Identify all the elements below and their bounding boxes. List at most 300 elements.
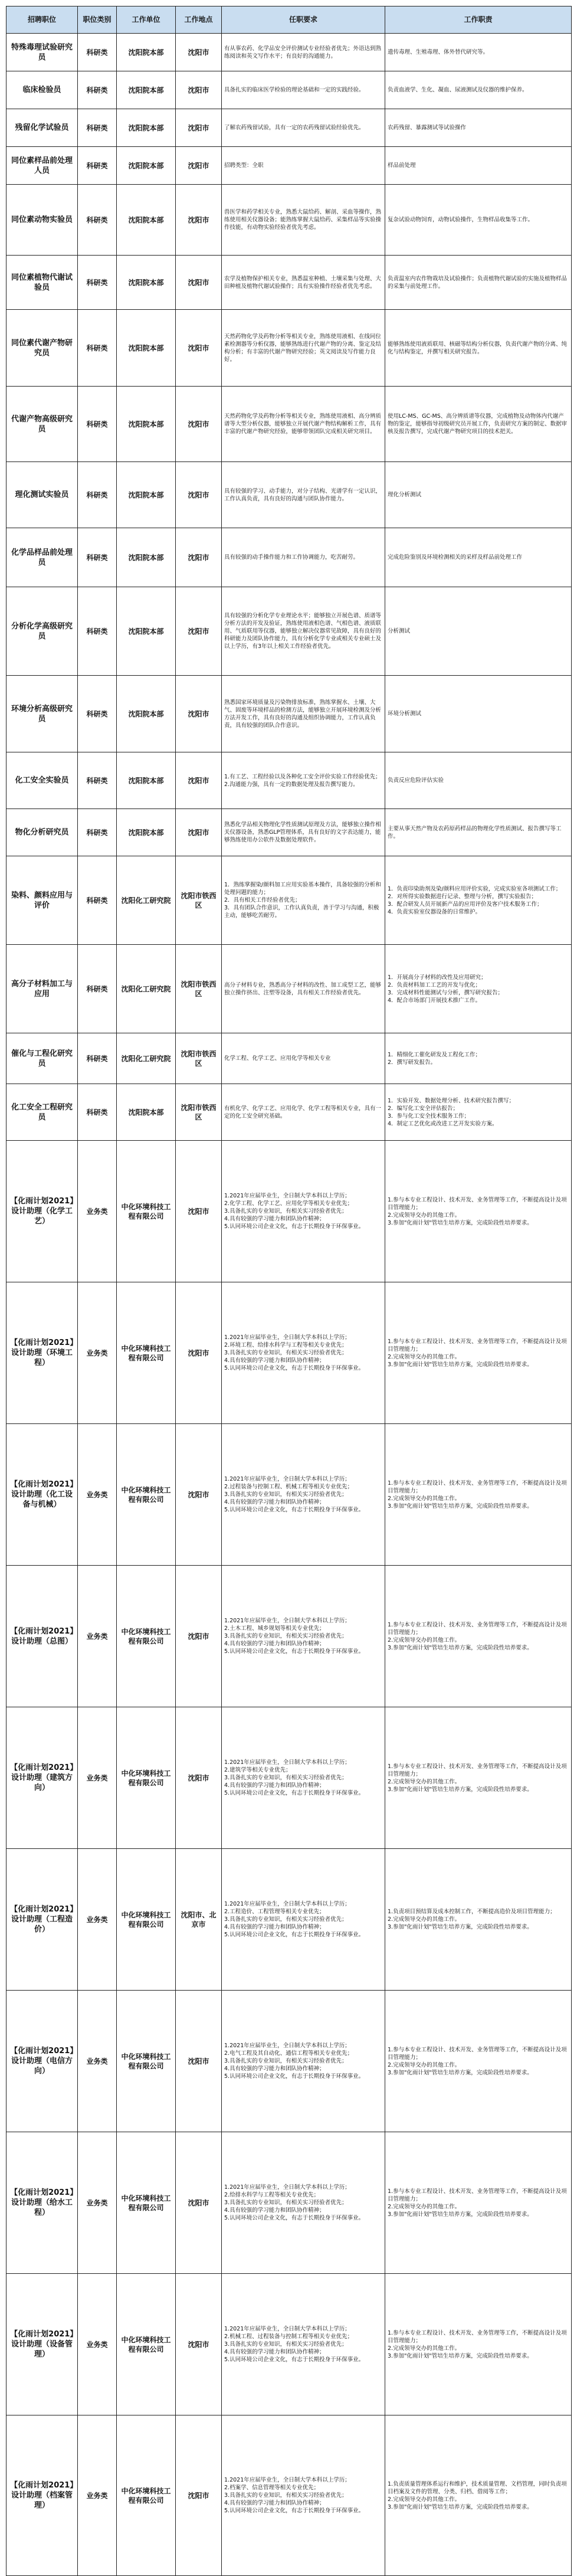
location-cell: 沈阳市 bbox=[176, 2132, 222, 2274]
requirement-line: 具有较强的动手操作能力和工作协调能力，吃苦耐劳。 bbox=[224, 554, 359, 561]
duty-line: 环境分析测试 bbox=[388, 711, 422, 717]
category-cell: 科研类 bbox=[78, 256, 117, 310]
requirements-cell bbox=[222, 1424, 385, 1566]
category-cell: 业务类 bbox=[78, 1849, 117, 1991]
duty-line: 2.完成领导交办的其他工作。 bbox=[388, 1495, 461, 1502]
duties-cell bbox=[385, 856, 572, 945]
requirements-cell bbox=[222, 34, 385, 71]
position-cell: 【化雨计划2021】设计助理（建筑方向） bbox=[6, 1707, 78, 1849]
requirement-line: 4.具有较强的学习能力和团队协作精神； bbox=[224, 1499, 325, 1505]
duty-line: 3.参加"化雨计划"管培生培养方案，完成阶段性培养要求。 bbox=[388, 1361, 533, 1368]
duties-cell bbox=[385, 109, 572, 147]
category-cell: 业务类 bbox=[78, 1566, 117, 1707]
table-row bbox=[6, 809, 572, 856]
requirements-cell bbox=[222, 752, 385, 809]
category-cell: 科研类 bbox=[78, 387, 117, 462]
table-row bbox=[6, 587, 572, 676]
unit-cell: 中化环境科技工程有限公司 bbox=[117, 2415, 176, 2576]
position-cell: 【化雨计划2021】设计助理（环境工程） bbox=[6, 1282, 78, 1424]
duties-cell bbox=[385, 528, 572, 587]
requirement-line: 3.具备扎实的专业知识，有相关实习经验者优先； bbox=[224, 1775, 347, 1781]
header-category: 职位类别 bbox=[78, 6, 117, 34]
requirement-line: 2.土木工程、城乡规划等相关专业优先； bbox=[224, 1625, 325, 1632]
requirement-line: 4.具有较强的学习能力和团队协作精神； bbox=[224, 1641, 325, 1647]
position-cell: 化工安全工程研究员 bbox=[6, 1084, 78, 1141]
unit-cell: 沈阳院本部 bbox=[117, 587, 176, 676]
requirement-line: 熟悉化学品相关物理化学性质测试原理及方法，能够独立操作相关仪器设备，熟悉GLP管理体系，具有良好的文字表达能力，能够熟练使用办公软件及数据处理软件。 bbox=[224, 821, 382, 843]
duty-line: 4．负责实验室仪器设备的日常维护。 bbox=[388, 908, 481, 915]
unit-cell: 沈阳院本部 bbox=[117, 676, 176, 752]
requirements-cell bbox=[222, 809, 385, 856]
category-cell: 科研类 bbox=[78, 809, 117, 856]
requirement-line: 天然药物化学及药物分析等相关专业，熟练使用液相、高分辨质谱等大型分析仪器，能够独立开展代谢产物结构解析工作，具有丰富的代谢产物研究经验，能够带领团队完成相关研究项目。 bbox=[224, 413, 382, 435]
duty-line: 1.参与本专业工程设计、技术开发、业务管理等工作，不断提高设计及项目管理能力； bbox=[388, 2188, 567, 2202]
duty-line: 2．对所得实验数据进行记录、整理与分析，撰写实验报告； bbox=[388, 893, 537, 900]
unit-cell: 沈阳院本部 bbox=[117, 752, 176, 809]
position-cell: 【化雨计划2021】设计助理（设备管理） bbox=[6, 2274, 78, 2415]
duty-line: 完成危险鉴别及环境检测相关的采样及样品前处理工作 bbox=[388, 554, 523, 561]
category-cell: 业务类 bbox=[78, 1424, 117, 1566]
table-row bbox=[6, 1991, 572, 2132]
position-cell: 特殊毒理试验研究员 bbox=[6, 34, 78, 71]
requirement-line: 化学工程、化学工艺、应用化学等相关专业 bbox=[224, 1055, 331, 1062]
requirements-cell bbox=[222, 528, 385, 587]
position-cell: 催化与工程化研究员 bbox=[6, 1033, 78, 1084]
duty-line: 复杂试验动物饲育，动物试验操作，生物样品收集等工作。 bbox=[388, 217, 534, 223]
duty-line: 遗传毒理、生殖毒理、体外替代研究等。 bbox=[388, 49, 489, 55]
requirements-cell bbox=[222, 310, 385, 387]
position-cell: 同位素动物实验员 bbox=[6, 185, 78, 256]
category-cell: 业务类 bbox=[78, 1707, 117, 1849]
requirements-cell bbox=[222, 2274, 385, 2415]
unit-cell: 沈阳院本部 bbox=[117, 528, 176, 587]
duty-line: 1．实验开发、数据处理分析、技术研究报告撰写； bbox=[388, 1097, 515, 1104]
duties-cell bbox=[385, 185, 572, 256]
position-cell: 代谢产物高级研究员 bbox=[6, 387, 78, 462]
requirement-line: 1.2021年应届毕业生，全日制大学本科以上学历； bbox=[224, 1618, 350, 1624]
duty-line: 2.完成领导交办的其他工作。 bbox=[388, 1778, 461, 1785]
requirement-line: 兽医学和药学相关专业，熟悉大鼠给药、解剖、采血等操作，熟练使用相关仪器设备；能熟练掌握大鼠给药、采集样品等实验操作技能，有动物实验经验者优先考虑。 bbox=[224, 209, 382, 231]
requirements-cell bbox=[222, 71, 385, 109]
category-cell: 科研类 bbox=[78, 945, 117, 1033]
requirement-line: 2.建筑学等相关专业优先； bbox=[224, 1767, 291, 1773]
location-cell: 沈阳市 bbox=[176, 809, 222, 856]
requirements-cell bbox=[222, 256, 385, 310]
duty-line: 4．配合市场部门开展技术推广工作。 bbox=[388, 997, 481, 1004]
duty-line: 1．负责印染助剂及染/颜料应用评价实验，完成实验室各项测试工作； bbox=[388, 885, 562, 892]
duty-line: 3．参与化工安全技术服务工作； bbox=[388, 1112, 470, 1120]
requirements-cell bbox=[222, 587, 385, 676]
requirement-line: 1．熟练掌握染/颜料加工应用实验基本操作，具备较强的分析和处理问题的能力； bbox=[224, 882, 381, 896]
duty-line: 2．撰写研发报告。 bbox=[388, 1059, 437, 1066]
position-cell: 化学品样品前处理员 bbox=[6, 528, 78, 587]
duty-line: 能够熟练使用液质联用、核磁等结构分析仪器，负责代谢产物的分离、纯化与结构鉴定，并撰写相关研究报告。 bbox=[388, 341, 568, 355]
unit-cell: 中化环境科技工程有限公司 bbox=[117, 1849, 176, 1991]
location-cell: 沈阳市 bbox=[176, 528, 222, 587]
requirement-line: 4.具有较强的学习能力和团队协作精神； bbox=[224, 2349, 325, 2355]
position-cell: 残留化学试验员 bbox=[6, 109, 78, 147]
duty-line: 3.参加"化雨计划"管培生培养方案，完成阶段性培养要求。 bbox=[388, 1924, 533, 1930]
table-row bbox=[6, 1282, 572, 1424]
duties-cell bbox=[385, 387, 572, 462]
requirement-line: 2.机械工程、过程装备与控制工程等相关专业优先； bbox=[224, 2333, 353, 2340]
unit-cell: 沈阳院本部 bbox=[117, 147, 176, 185]
category-cell: 业务类 bbox=[78, 1141, 117, 1282]
duty-line: 2．负责材料加工工艺的开发与优化； bbox=[388, 981, 481, 988]
duty-line: 3.参加"化雨计划"管培生培养方案，完成阶段性培养要求。 bbox=[388, 1219, 533, 1226]
duty-line: 负责血液学、生化、凝血、尿液测试及仪器的维护保养。 bbox=[388, 87, 528, 93]
duties-cell bbox=[385, 2132, 572, 2274]
unit-cell: 沈阳院本部 bbox=[117, 809, 176, 856]
requirement-line: 5.认同环境公司企业文化，有志于长期投身于环保事业。 bbox=[224, 1507, 365, 1513]
requirements-cell bbox=[222, 856, 385, 945]
location-cell: 沈阳市 bbox=[176, 34, 222, 71]
requirement-line: 2.档案学、信息管理等相关专业优先； bbox=[224, 2485, 320, 2491]
table-row bbox=[6, 185, 572, 256]
duty-line: 1.参与本专业工程设计、技术开发、业务管理等工作，不断提高设计及项目管理能力； bbox=[388, 1338, 567, 1353]
duty-line: 1．精细化工催化研发及工程化工作； bbox=[388, 1051, 481, 1058]
location-cell: 沈阳市 bbox=[176, 752, 222, 809]
table-row bbox=[6, 1707, 572, 1849]
requirement-line: 4.具有较强的学习能力和团队协作精神； bbox=[224, 2500, 325, 2506]
duties-cell bbox=[385, 34, 572, 71]
position-cell: 物化分析研究员 bbox=[6, 809, 78, 856]
duty-line: 4．制定工艺优化或改进工艺开发实验方案。 bbox=[388, 1120, 498, 1127]
table-row bbox=[6, 2415, 572, 2576]
requirement-line: 4.具有较强的学习能力和团队协作精神； bbox=[224, 1357, 325, 1364]
duty-line: 2.完成领导交办的其他工作。 bbox=[388, 1636, 461, 1644]
table-row bbox=[6, 387, 572, 462]
location-cell: 沈阳市 bbox=[176, 462, 222, 528]
duties-cell bbox=[385, 676, 572, 752]
requirement-line: 4.具有较强的学习能力和团队协作精神； bbox=[224, 1782, 325, 1789]
requirement-line: 1.2021年应届毕业生，全日制大学本科以上学历； bbox=[224, 2326, 350, 2332]
unit-cell: 沈阳院本部 bbox=[117, 34, 176, 71]
duty-line: 3.参加"化雨计划"管培生培养方案，完成阶段性培养要求。 bbox=[388, 2352, 533, 2359]
unit-cell: 沈阳院本部 bbox=[117, 462, 176, 528]
table-row bbox=[6, 71, 572, 109]
requirement-line: 4.具有较强的学习能力和团队协作精神； bbox=[224, 1924, 325, 1930]
location-cell: 沈阳市 bbox=[176, 256, 222, 310]
position-cell: 化工安全实验员 bbox=[6, 752, 78, 809]
unit-cell: 沈阳化工研究院 bbox=[117, 1033, 176, 1084]
requirement-line: 1.2021年应届毕业生，全日制大学本科以上学历； bbox=[224, 1334, 350, 1341]
requirements-cell bbox=[222, 185, 385, 256]
unit-cell: 中化环境科技工程有限公司 bbox=[117, 1424, 176, 1566]
table-row bbox=[6, 676, 572, 752]
requirements-cell bbox=[222, 147, 385, 185]
requirements-cell bbox=[222, 1084, 385, 1141]
category-cell: 科研类 bbox=[78, 856, 117, 945]
position-cell: 同位素样品前处理人员 bbox=[6, 147, 78, 185]
location-cell: 沈阳市 bbox=[176, 587, 222, 676]
duties-cell bbox=[385, 462, 572, 528]
duties-cell bbox=[385, 71, 572, 109]
location-cell: 沈阳市 bbox=[176, 1707, 222, 1849]
duty-line: 负责温室内农作物栽培及试验操作；负责植物代谢试验的实施及植物样品的采集与前处理工作。 bbox=[388, 275, 568, 290]
duty-line: 农药残留、暴露测试等试验操作 bbox=[388, 125, 467, 131]
unit-cell: 沈阳院本部 bbox=[117, 310, 176, 387]
requirement-line: 5.认同环境公司企业文化，有志于长期投身于环保事业。 bbox=[224, 2508, 365, 2514]
duties-cell bbox=[385, 2415, 572, 2576]
category-cell: 科研类 bbox=[78, 34, 117, 71]
requirement-line: 天然药物化学及药物分析等相关专业，熟练使用液相、在线同位素检测器等分析仪器，能够熟练进行代谢产物的分离、鉴定及结构分析；有丰富的代谢产物研究经验；英文阅读及写作能力良好。 bbox=[224, 333, 382, 363]
header-duties: 工作职责 bbox=[385, 6, 572, 34]
requirement-line: 2.环境工程、给排水科学与工程等相关专业优先； bbox=[224, 1342, 347, 1348]
duty-line: 3.参加"化雨计划"管培生培养方案，完成阶段性培养要求。 bbox=[388, 2503, 533, 2510]
position-cell: 高分子材料加工与应用 bbox=[6, 945, 78, 1033]
duty-line: 样品前处理 bbox=[388, 162, 416, 169]
duty-line: 1.负责项目预结算及成本控制工作，不断提高造价及项目管理能力； bbox=[388, 1909, 556, 1915]
location-cell: 沈阳市 bbox=[176, 310, 222, 387]
requirements-cell bbox=[222, 945, 385, 1033]
header-row bbox=[6, 6, 572, 34]
duty-line: 负责反应危险评估实验 bbox=[388, 777, 444, 784]
duty-line: 3.参加"化雨计划"管培生培养方案，完成阶段性培养要求。 bbox=[388, 2069, 533, 2076]
duties-cell bbox=[385, 1991, 572, 2132]
requirement-line: 2.化学工程、化学工艺、应用化学等相关专业优先； bbox=[224, 1200, 353, 1207]
requirement-line: 2.电气工程及其自动化、通信工程等相关专业优先； bbox=[224, 2050, 353, 2057]
requirement-line: 5.认同环境公司企业文化，有志于长期投身于环保事业。 bbox=[224, 2215, 365, 2221]
requirement-line: 具有较强的学习、动手能力，对分子结构、光谱学有一定认识，工作认真负责，具有良好的沟通与团队协作能力。 bbox=[224, 487, 382, 502]
duty-line: 1.参与本专业工程设计、技术开发、业务管理等工作，不断提高设计及项目管理能力； bbox=[388, 1196, 567, 1211]
location-cell: 沈阳市 bbox=[176, 1424, 222, 1566]
category-cell: 科研类 bbox=[78, 752, 117, 809]
unit-cell: 中化环境科技工程有限公司 bbox=[117, 1141, 176, 1282]
header-requirements: 任职要求 bbox=[222, 6, 385, 34]
requirement-line: 1.2021年应届毕业生，全日制大学本科以上学历； bbox=[224, 1193, 350, 1199]
location-cell: 沈阳市 bbox=[176, 387, 222, 462]
requirement-line: 3.具备扎实的专业知识，有相关实习经验者优先； bbox=[224, 1208, 347, 1215]
category-cell: 业务类 bbox=[78, 2132, 117, 2274]
table-row bbox=[6, 945, 572, 1033]
requirement-line: 1.2021年应届毕业生，全日制大学本科以上学历； bbox=[224, 2043, 350, 2049]
location-cell: 沈阳市铁西区 bbox=[176, 1084, 222, 1141]
position-cell: 理化测试实验员 bbox=[6, 462, 78, 528]
location-cell: 沈阳市、北京市 bbox=[176, 1849, 222, 1991]
duties-cell bbox=[385, 1424, 572, 1566]
location-cell: 沈阳市 bbox=[176, 1282, 222, 1424]
requirement-line: 2.沟通能力强，具有一定的数据处理及报告撰写能力。 bbox=[224, 781, 359, 788]
requirement-line: 5.认同环境公司企业文化，有志于长期投身于环保事业。 bbox=[224, 1223, 365, 1230]
unit-cell: 中化环境科技工程有限公司 bbox=[117, 1566, 176, 1707]
table-row bbox=[6, 856, 572, 945]
table-row bbox=[6, 310, 572, 387]
position-cell: 【化雨计划2021】设计助理（档案管理） bbox=[6, 2415, 78, 2576]
duty-line: 1.参与本专业工程设计、技术开发、业务管理等工作，不断提高设计及项目管理能力； bbox=[388, 2046, 567, 2061]
category-cell: 科研类 bbox=[78, 1084, 117, 1141]
requirement-line: 1.2021年应届毕业生，全日制大学本科以上学历； bbox=[224, 1476, 350, 1482]
table-row bbox=[6, 34, 572, 71]
requirement-line: 2.工程造价、工程管理等相关专业优先； bbox=[224, 1909, 325, 1915]
unit-cell: 中化环境科技工程有限公司 bbox=[117, 2274, 176, 2415]
requirement-line: 3.具备扎实的专业知识，有相关实习经验者优先； bbox=[224, 2058, 347, 2064]
requirements-cell bbox=[222, 1141, 385, 1282]
unit-cell: 沈阳院本部 bbox=[117, 109, 176, 147]
position-cell: 染料、颜料应用与评价 bbox=[6, 856, 78, 945]
requirements-cell bbox=[222, 109, 385, 147]
requirement-line: 5.认同环境公司企业文化，有志于长期投身于环保事业。 bbox=[224, 1790, 365, 1796]
table-row bbox=[6, 1424, 572, 1566]
location-cell: 沈阳市铁西区 bbox=[176, 1033, 222, 1084]
location-cell: 沈阳市铁西区 bbox=[176, 856, 222, 945]
requirement-line: 3．具有团队合作意识，工作认真负责，善于学习与沟通，积极主动，能够吃苦耐劳。 bbox=[224, 905, 379, 919]
duty-line: 3．完成材料性能测试与分析，撰写研究报告； bbox=[388, 989, 504, 996]
table-body bbox=[6, 34, 572, 2576]
unit-cell: 中化环境科技工程有限公司 bbox=[117, 1991, 176, 2132]
requirement-line: 4.具有较强的学习能力和团队协作精神； bbox=[224, 1216, 325, 1222]
location-cell: 沈阳市 bbox=[176, 2274, 222, 2415]
duty-line: 2.完成领导交办的其他工作。 bbox=[388, 1353, 461, 1360]
duties-cell bbox=[385, 1084, 572, 1141]
location-cell: 沈阳市 bbox=[176, 676, 222, 752]
duty-line: 1.负责质量管理体系运行和维护，技术质量管理、文档管理，同时负责项目档案及文件的管理、分类、归档、借阅等工作； bbox=[388, 2480, 567, 2495]
location-cell: 沈阳市 bbox=[176, 1566, 222, 1707]
requirements-cell bbox=[222, 676, 385, 752]
duties-cell bbox=[385, 256, 572, 310]
duties-cell bbox=[385, 1566, 572, 1707]
category-cell: 科研类 bbox=[78, 185, 117, 256]
requirement-line: 1.有工艺、工程经验以及各种化工安全评价实验工作经验优先； bbox=[224, 773, 381, 780]
requirements-cell bbox=[222, 1566, 385, 1707]
position-cell: 环境分析高级研究员 bbox=[6, 676, 78, 752]
category-cell: 业务类 bbox=[78, 2415, 117, 2576]
duty-line: 理化分析测试 bbox=[388, 492, 422, 498]
requirement-line: 1.2021年应届毕业生，全日制大学本科以上学历； bbox=[224, 2477, 350, 2483]
requirements-cell bbox=[222, 1033, 385, 1084]
requirements-cell bbox=[222, 2415, 385, 2576]
duty-line: 1．开展高分子材料的改性及应用研究； bbox=[388, 974, 487, 981]
table-row bbox=[6, 1566, 572, 1707]
requirements-cell bbox=[222, 1991, 385, 2132]
requirement-line: 4.具有较强的学习能力和团队协作精神； bbox=[224, 2066, 325, 2072]
category-cell: 科研类 bbox=[78, 1033, 117, 1084]
duty-line: 2．编写化工安全评估报告； bbox=[388, 1105, 459, 1112]
category-cell: 科研类 bbox=[78, 71, 117, 109]
position-cell: 【化雨计划2021】设计助理（总图） bbox=[6, 1566, 78, 1707]
duties-cell bbox=[385, 2274, 572, 2415]
requirements-cell bbox=[222, 462, 385, 528]
category-cell: 科研类 bbox=[78, 462, 117, 528]
duty-line: 2.完成领导交办的其他工作。 bbox=[388, 1212, 461, 1219]
duties-cell bbox=[385, 1282, 572, 1424]
unit-cell: 中化环境科技工程有限公司 bbox=[117, 1282, 176, 1424]
requirement-line: 5.认同环境公司企业文化，有志于长期投身于环保事业。 bbox=[224, 2073, 365, 2080]
duties-cell bbox=[385, 945, 572, 1033]
requirement-line: 熟悉国家环境质量及污染物排放标准，熟练掌握水、土壤、大气、固废等环境样品的检测方法，能够独立开展环境检测及分析方法开发工作，具有良好的沟通及组织协调能力，工作认真负责，具有较强的团队合作意识。 bbox=[224, 699, 382, 729]
location-cell: 沈阳市 bbox=[176, 1991, 222, 2132]
duty-line: 3.参加"化雨计划"管培生培养方案，完成阶段性培养要求。 bbox=[388, 1644, 533, 1651]
table-row bbox=[6, 2274, 572, 2415]
duty-line: 1.参与本专业工程设计、技术开发、业务管理等工作，不断提高设计及项目管理能力； bbox=[388, 1480, 567, 1494]
requirements-cell bbox=[222, 1282, 385, 1424]
duties-cell bbox=[385, 147, 572, 185]
position-cell: 同位素植物代谢试验员 bbox=[6, 256, 78, 310]
location-cell: 沈阳市 bbox=[176, 109, 222, 147]
requirements-cell bbox=[222, 2132, 385, 2274]
duty-line: 2.完成领导交办的其他工作。 bbox=[388, 1916, 461, 1923]
requirement-line: 3.具备扎实的专业知识，有相关实习经验者优先； bbox=[224, 1633, 347, 1639]
requirement-line: 4.具有较强的学习能力和团队协作精神； bbox=[224, 2207, 325, 2214]
table-row bbox=[6, 2132, 572, 2274]
duty-line: 2.完成领导交办的其他工作。 bbox=[388, 2345, 461, 2352]
duty-line: 分析测试 bbox=[388, 628, 411, 634]
unit-cell: 沈阳院本部 bbox=[117, 387, 176, 462]
location-cell: 沈阳市 bbox=[176, 2415, 222, 2576]
requirement-line: 5.认同环境公司企业文化，有志于长期投身于环保事业。 bbox=[224, 1365, 365, 1372]
location-cell: 沈阳市 bbox=[176, 1141, 222, 1282]
position-cell: 【化雨计划2021】设计助理（化工设备与机械） bbox=[6, 1424, 78, 1566]
table-row bbox=[6, 1033, 572, 1084]
requirement-line: 2.给排水科学与工程等相关专业优先； bbox=[224, 2192, 320, 2198]
duty-line: 3.参加"化雨计划"管培生培养方案，完成阶段性培养要求。 bbox=[388, 1503, 533, 1510]
header-unit: 工作单位 bbox=[117, 6, 176, 34]
requirement-line: 5.认同环境公司企业文化，有志于长期投身于环保事业。 bbox=[224, 2356, 365, 2363]
category-cell: 业务类 bbox=[78, 1282, 117, 1424]
requirement-line: 5.认同环境公司企业文化，有志于长期投身于环保事业。 bbox=[224, 1932, 365, 1938]
position-cell: 【化雨计划2021】设计助理（电信方向） bbox=[6, 1991, 78, 2132]
category-cell: 业务类 bbox=[78, 1991, 117, 2132]
duty-line: 3.参加"化雨计划"管培生培养方案，完成阶段性培养要求。 bbox=[388, 2211, 533, 2218]
duties-cell bbox=[385, 752, 572, 809]
unit-cell: 沈阳院本部 bbox=[117, 256, 176, 310]
duty-line: 主要从事天然产物及农药原药样品的物理化学性质测试、报告撰写等工作。 bbox=[388, 825, 562, 840]
duty-line: 2.完成领导交办的其他工作。 bbox=[388, 2203, 461, 2210]
category-cell: 科研类 bbox=[78, 676, 117, 752]
requirement-line: 2.过程装备与控制工程、机械工程等相关专业优先； bbox=[224, 1484, 353, 1490]
requirement-line: 具备扎实的临床医学检验的理论基础和一定的实践经验。 bbox=[224, 87, 365, 93]
duty-line: 1.参与本专业工程设计、技术开发、业务管理等工作，不断提高设计及项目管理能力； bbox=[388, 1763, 567, 1778]
requirements-cell bbox=[222, 1707, 385, 1849]
category-cell: 科研类 bbox=[78, 528, 117, 587]
requirement-line: 1.2021年应届毕业生，全日制大学本科以上学历； bbox=[224, 1901, 350, 1907]
location-cell: 沈阳市 bbox=[176, 71, 222, 109]
position-cell: 同位素代谢产物研究员 bbox=[6, 310, 78, 387]
unit-cell: 沈阳化工研究院 bbox=[117, 945, 176, 1033]
requirement-line: 具有较强的分析化学专业理论水平；能够独立开展色谱、质谱等分析方法的开发及验证，熟练使用液相色谱、气相色谱、液质联用、气质联用等仪器，能够独立解决仪器常见故障，具有良好的科研能力及团队协作能力，具有分析化学专业或相关专业硕士及以上学历，有3年以上相关工作经验者优先。 bbox=[224, 613, 382, 650]
header-position: 招聘职位 bbox=[6, 6, 78, 34]
requirements-cell bbox=[222, 387, 385, 462]
position-cell: 【化雨计划2021】设计助理（化学工艺） bbox=[6, 1141, 78, 1282]
category-cell: 科研类 bbox=[78, 587, 117, 676]
table-row bbox=[6, 752, 572, 809]
requirement-line: 1.2021年应届毕业生，全日制大学本科以上学历； bbox=[224, 1759, 350, 1766]
requirement-line: 3.具备扎实的专业知识，有相关实习经验者优先； bbox=[224, 2199, 347, 2206]
duties-cell bbox=[385, 587, 572, 676]
requirement-line: 3.具备扎实的专业知识，有相关实习经验者优先； bbox=[224, 2492, 347, 2499]
requirement-line: 3.具备扎实的专业知识，有相关实习经验者优先； bbox=[224, 1350, 347, 1356]
duty-line: 1.参与本专业工程设计、技术开发、业务管理等工作，不断提高设计及项目管理能力； bbox=[388, 2329, 567, 2344]
position-cell: 【化雨计划2021】设计助理（工程造价） bbox=[6, 1849, 78, 1991]
table-row bbox=[6, 109, 572, 147]
duties-cell bbox=[385, 1707, 572, 1849]
duties-cell bbox=[385, 1849, 572, 1991]
duty-line: 使用LC-MS、GC-MS、高分辨质谱等仪器，完成植物及动物体内代谢产物的鉴定，能够指导初级研究员开展工作，负责研究方案的制定、数据审核及报告撰写，完成代谢产物研究项目的技术把关。 bbox=[388, 413, 568, 435]
category-cell: 科研类 bbox=[78, 147, 117, 185]
header-location: 工作地点 bbox=[176, 6, 222, 34]
requirement-line: 1.2021年应届毕业生，全日制大学本科以上学历； bbox=[224, 2184, 350, 2191]
unit-cell: 沈阳院本部 bbox=[117, 185, 176, 256]
unit-cell: 中化环境科技工程有限公司 bbox=[117, 1707, 176, 1849]
requirement-line: 3.具备扎实的专业知识，有相关实习经验者优先； bbox=[224, 1916, 347, 1923]
duty-line: 3.参加"化雨计划"管培生培养方案，完成阶段性培养要求。 bbox=[388, 1786, 533, 1793]
table-row bbox=[6, 256, 572, 310]
requirement-line: 招聘类型：全职 bbox=[224, 162, 264, 169]
requirement-line: 有从事农药、化学品安全评价测试专业经验者优先；外语达到熟练阅读和英文写作水平；有良好的沟通能力。 bbox=[224, 45, 382, 60]
category-cell: 科研类 bbox=[78, 310, 117, 387]
requirement-line: 2．具有相关工作经验者优先； bbox=[224, 897, 301, 904]
duty-line: 3．配合研发人员开展新产品的应用评价及客户技术服务工作； bbox=[388, 901, 543, 908]
